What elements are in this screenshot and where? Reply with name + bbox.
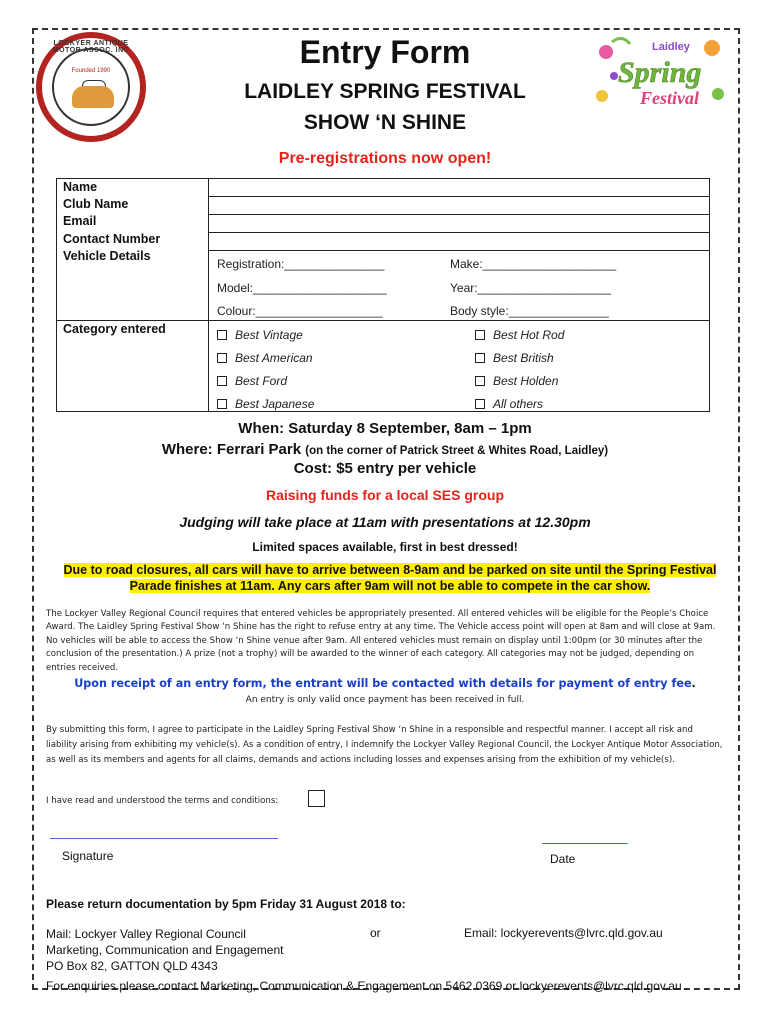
mail-line: Marketing, Communication and Engagement	[46, 943, 284, 957]
body-style-field[interactable]: Body style:_______________	[450, 304, 609, 318]
payment-contact-period: .	[691, 677, 696, 690]
road-closure-line1: Due to road closures, all cars will have to arrive between 8-9am and be parked on site until the Spring Festival	[63, 563, 717, 577]
fundraising-note: Raising funds for a local SES group	[265, 487, 505, 503]
event-where	[0, 441, 770, 458]
event-when: When: Saturday 8 September, 8am – 1pm	[238, 420, 532, 437]
table-row-line	[57, 320, 709, 321]
or-separator: or	[370, 926, 381, 940]
payment-contact-text: Upon receipt of an entry form, the entrant will be contacted with details for payment of entry fee	[74, 677, 692, 690]
category-best-british[interactable]	[475, 351, 554, 365]
category-best-american[interactable]	[217, 351, 313, 365]
date-line[interactable]	[542, 843, 628, 844]
category-text: Best Hot Rod	[493, 328, 565, 342]
category-text: Best Holden	[493, 374, 559, 388]
email-label: Email	[63, 214, 97, 228]
category-text: Best Ford	[235, 374, 288, 388]
mail-address	[46, 926, 283, 974]
contact-number-label: Contact Number	[63, 232, 161, 246]
club-logo-est: Founded 1990	[71, 68, 111, 74]
payment-contact-note	[0, 677, 770, 690]
table-row-line	[208, 214, 709, 215]
checkbox[interactable]	[217, 376, 227, 386]
agreement-paragraph: By submitting this form, I agree to participate in the Laidley Spring Festival Show ‘n Shine in a responsible and respectful manner. I accept all risk and liability arising from exhibiting my vehicle(s). As a condition of entry, I indemnify the Lockyer Valley Regional Council, the Lockyer Antique Motor Association, as well as its members and agents for all claims, demands and actions including losses and expenses arising from the exhibition of my vehicle(s).	[46, 725, 723, 765]
event-name: LAIDLEY SPRING FESTIVAL	[244, 80, 526, 103]
event-where-main: Where: Ferrari Park	[161, 441, 302, 458]
logo-sub-text: Festival	[640, 88, 699, 108]
category-text: Best Japanese	[235, 397, 315, 411]
return-email: Email: lockyerevents@lvrc.qld.gov.au	[464, 926, 663, 940]
registration-field[interactable]: Registration:_______________	[217, 257, 385, 271]
table-row-line	[208, 196, 709, 197]
checkbox[interactable]	[217, 330, 227, 340]
category-best-hot-rod[interactable]	[475, 328, 564, 342]
name-label: Name	[63, 180, 98, 194]
club-logo-text: LOCKYER ANTIQUE MOTOR ASSOC. INC	[52, 40, 130, 54]
council-requirements-paragraph: The Lockyer Valley Regional Council requires that entered vehicles be appropriately presented. All entered vehicles will be eligible for the People’s Choice Award. The Laidley Spring Festival Show ‘n Shine has the right to refuse entry at any time. The Vehicle access point will open at 8am and will close at 9am. No vehicles will be able to access the Show ‘n Shine venue after 9am. All entered vehicles must remain on display until 1:00pm (or 30 minutes after the conclusion of the presentation.) A prize (not a trophy) will be awarded to the winner of each category. All categories may not be judged, depending on entries received.	[46, 609, 716, 673]
limited-spaces-note: Limited spaces available, first in best dressed!	[252, 540, 518, 554]
mail-line: Mail: Lockyer Valley Regional Council	[46, 927, 246, 941]
terms-checkbox[interactable]	[308, 790, 325, 807]
show-name: SHOW ‘N SHINE	[303, 111, 467, 134]
return-heading: Please return documentation by 5pm Friday 31 August 2018 to:	[46, 897, 406, 911]
checkbox[interactable]	[217, 399, 227, 409]
date-label: Date	[550, 852, 576, 866]
checkbox[interactable]	[475, 330, 485, 340]
checkbox[interactable]	[475, 399, 485, 409]
club-name-label: Club Name	[63, 197, 129, 211]
make-field[interactable]: Make:____________________	[450, 257, 617, 271]
signature-line[interactable]	[50, 838, 278, 839]
category-label: Category entered	[63, 322, 166, 336]
logo-main-text: Spring	[618, 56, 702, 89]
year-field[interactable]: Year:____________________	[450, 281, 612, 295]
signature-label: Signature	[62, 849, 114, 863]
model-field[interactable]: Model:____________________	[217, 281, 387, 295]
mail-line: PO Box 82, GATTON QLD 4343	[46, 959, 218, 973]
category-best-ford[interactable]	[217, 374, 287, 388]
entry-form-table	[56, 178, 710, 412]
event-where-detail: (on the corner of Patrick Street & Whites Road, Laidley)	[305, 445, 609, 457]
page-title: Entry Form	[299, 34, 471, 70]
checkbox[interactable]	[475, 376, 485, 386]
colour-field[interactable]: Colour:___________________	[217, 304, 383, 318]
checkbox[interactable]	[217, 353, 227, 363]
category-text: All others	[493, 397, 544, 411]
vehicle-details-label: Vehicle Details	[63, 249, 151, 263]
road-closure-line2: Parade finishes at 11am. Any cars after 9am will not be able to compete in the car show.	[129, 579, 651, 593]
table-row-line	[208, 232, 709, 233]
category-all-others[interactable]	[475, 397, 543, 411]
checkbox[interactable]	[475, 353, 485, 363]
category-best-holden[interactable]	[475, 374, 558, 388]
logo-top-text: Laidley	[652, 41, 690, 53]
category-best-vintage[interactable]	[217, 328, 303, 342]
judging-note: Judging will take place at 11am with presentations at 12.30pm	[179, 514, 591, 530]
preregistration-banner: Pre-registrations now open!	[278, 150, 492, 167]
page-border	[32, 28, 740, 990]
table-row-line	[208, 250, 709, 251]
category-best-japanese[interactable]	[217, 397, 314, 411]
category-text: Best American	[235, 351, 313, 365]
event-cost: Cost: $5 entry per vehicle	[293, 460, 477, 477]
road-closure-notice	[56, 562, 724, 594]
category-text: Best Vintage	[235, 328, 303, 342]
terms-acknowledgement-label: I have read and understood the terms and conditions:	[46, 796, 279, 806]
enquiries-line: For enquiries please contact Marketing, Communication & Engagement on 5462 0369 or lockyerevents@lvrc.qld.gov.au	[46, 979, 682, 993]
entry-validity-note: An entry is only valid once payment has been received in full.	[245, 695, 525, 705]
category-text: Best British	[493, 351, 554, 365]
